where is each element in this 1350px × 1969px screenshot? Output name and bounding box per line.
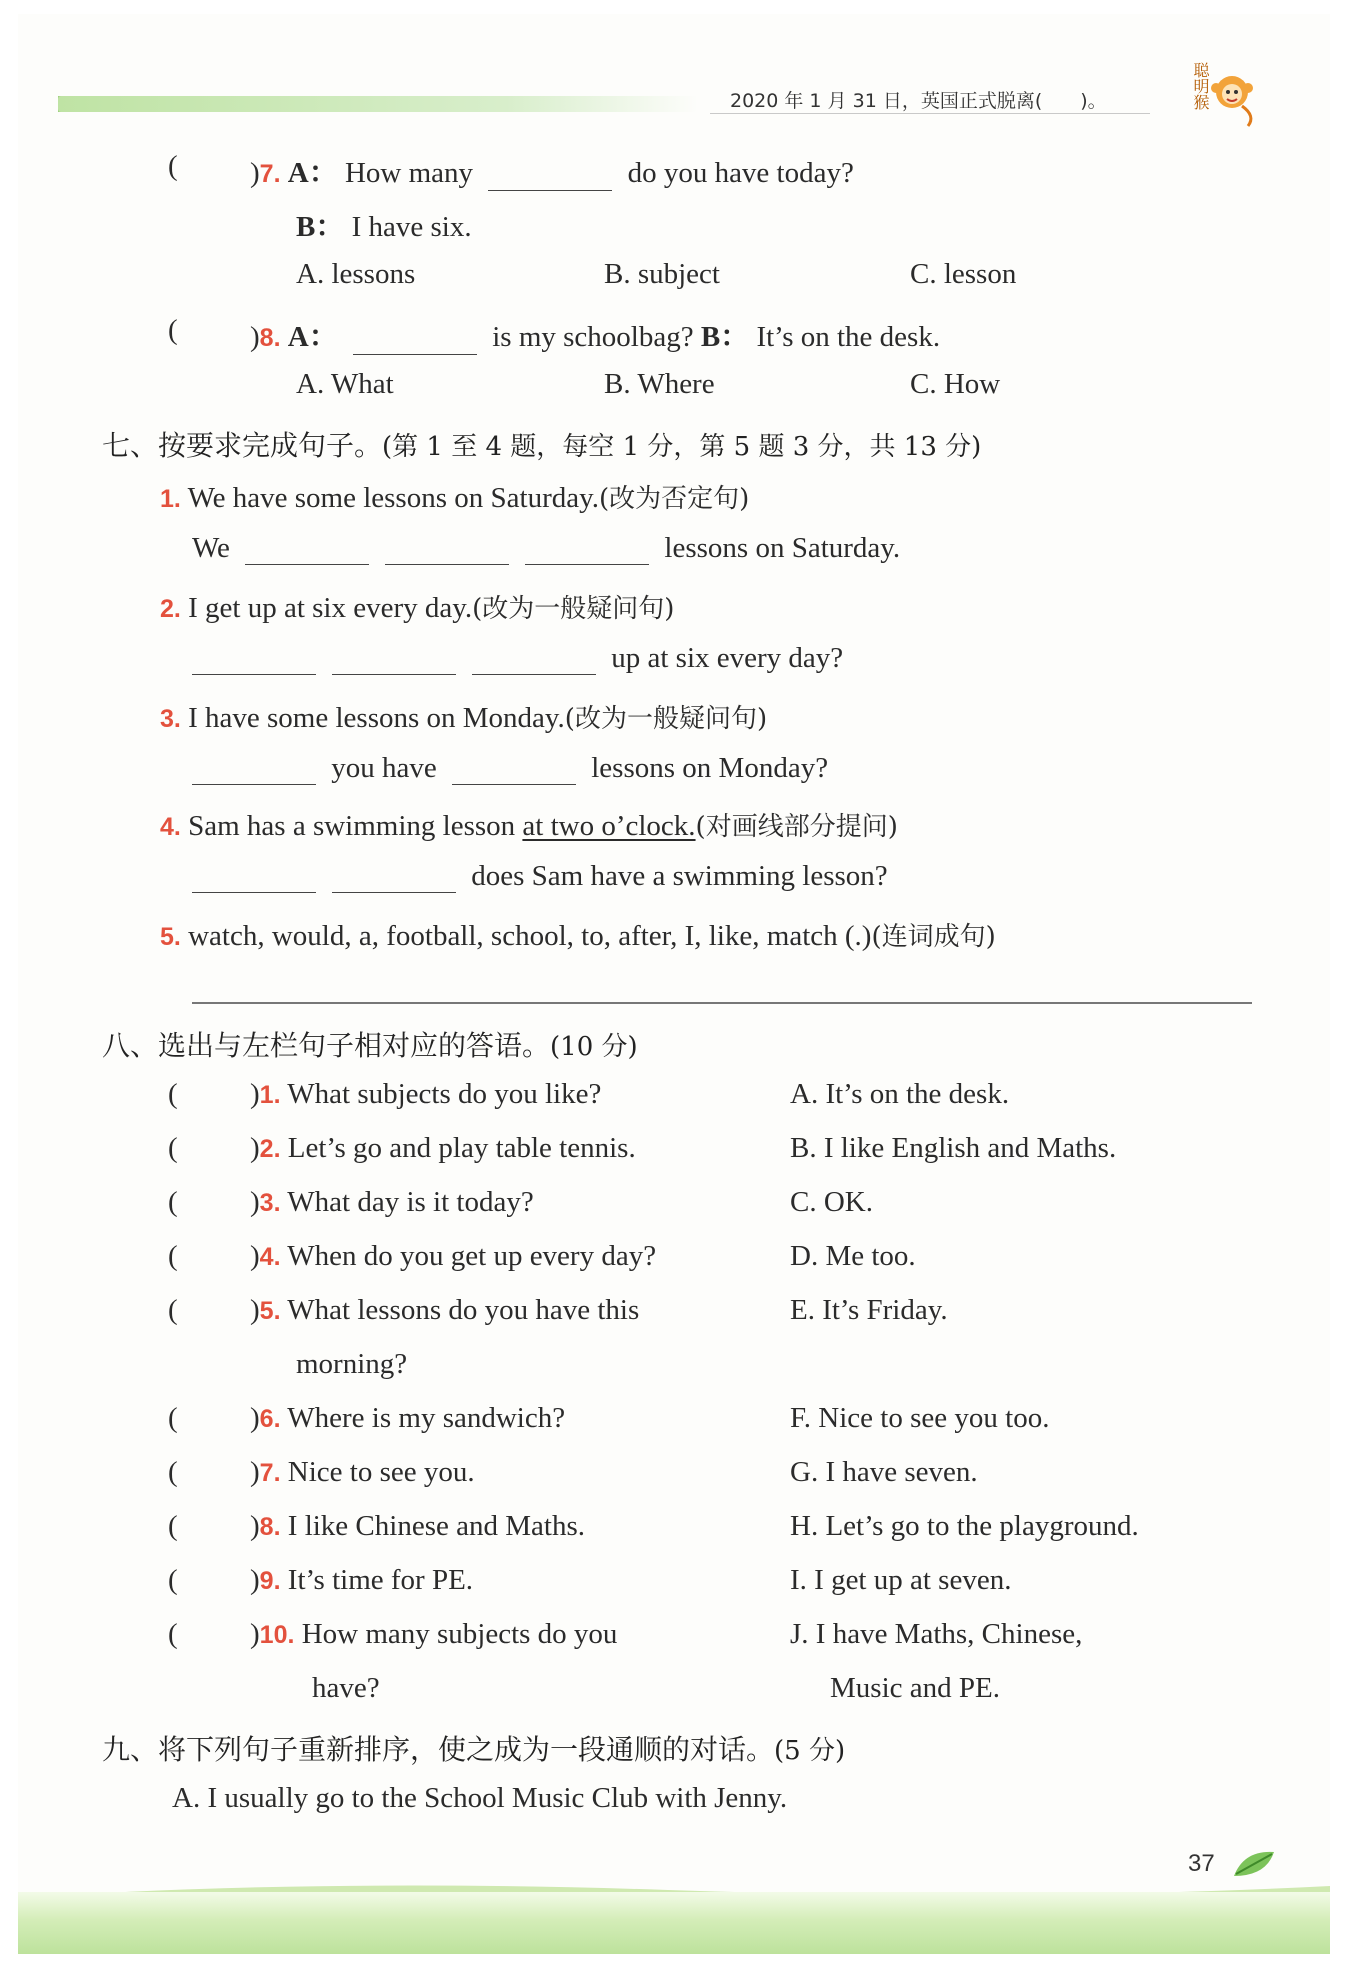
answer-paren-close: ): [250, 1456, 260, 1488]
task-row: [160, 916, 996, 953]
task-text: watch, would, a, football, school, to, after, I, like, match (.): [188, 920, 872, 952]
question-row: [250, 314, 940, 355]
match-right-item: J. I have Maths, Chinese,: [790, 1618, 1083, 1650]
task-hint: (对画线部分提问): [695, 812, 898, 842]
answer-paren-close: ): [250, 157, 260, 189]
answer-paren-close: ): [250, 1294, 260, 1326]
fill-blank[interactable]: [192, 756, 316, 785]
question-text: is my schoolbag?: [492, 321, 694, 353]
speaker-label: A：: [287, 157, 338, 189]
task-text: We have some lessons on Saturday.: [187, 482, 599, 514]
question-row: [250, 150, 854, 191]
question-number: 7.: [259, 160, 281, 188]
question-text: How many subjects do you: [301, 1618, 618, 1650]
match-right-item: I. I get up at seven.: [790, 1564, 1012, 1596]
match-left-item: [250, 1240, 656, 1273]
answer-mid: you have: [331, 752, 437, 784]
response-line: [296, 204, 472, 245]
leaf-icon: [1230, 1846, 1278, 1884]
answer-paren-open[interactable]: (: [168, 1294, 178, 1326]
task-row: [160, 588, 674, 625]
answer-paren-close: ): [250, 1078, 260, 1110]
question-text: How many: [344, 157, 474, 189]
question-number: 10.: [259, 1621, 295, 1649]
question-text: What lessons do you have this: [287, 1294, 640, 1326]
answer-paren-open[interactable]: (: [168, 1078, 178, 1110]
question-number: 6.: [259, 1405, 281, 1433]
match-left-item: [250, 1186, 534, 1219]
question-text: What subjects do you like?: [287, 1078, 602, 1110]
section-title: 七、按要求完成句子。: [102, 429, 383, 462]
answer-row: [184, 642, 843, 675]
answer-paren-open[interactable]: (: [168, 150, 178, 182]
answer-paren-close: ): [250, 1618, 260, 1650]
question-text: It’s time for PE.: [287, 1564, 474, 1596]
match-left-item: [250, 1078, 601, 1111]
section-points: (第 1 至 4 题，每空 1 分，第 5 题 3 分，共 13 分): [382, 432, 982, 462]
answer-suffix: does Sam have a swimming lesson?: [471, 860, 888, 892]
fill-blank[interactable]: [192, 864, 316, 893]
answer-paren-close: ): [250, 1132, 260, 1164]
question-text-continued: morning?: [296, 1348, 408, 1380]
fill-blank[interactable]: [488, 162, 612, 191]
option[interactable]: C. How: [910, 368, 1001, 400]
section-points: (10 分): [550, 1032, 638, 1062]
task-row: [160, 698, 767, 735]
match-right-item: C. OK.: [790, 1186, 873, 1218]
fill-blank[interactable]: [245, 536, 369, 565]
answer-paren-close: ): [250, 1186, 260, 1218]
fill-blank[interactable]: [385, 536, 509, 565]
section-title: 八、选出与左栏句子相对应的答语。: [102, 1029, 551, 1062]
match-left-item: [250, 1132, 636, 1165]
response-text: It’s on the desk.: [756, 321, 941, 353]
match-left-item: [250, 1564, 473, 1597]
answer-row: [184, 752, 828, 785]
task-row: [160, 806, 898, 843]
match-right-item: F. Nice to see you too.: [790, 1402, 1050, 1434]
fill-blank[interactable]: [192, 646, 316, 675]
fill-blank[interactable]: [472, 646, 596, 675]
task-hint: (改为否定句): [598, 484, 750, 514]
answer-paren-close: ): [250, 1564, 260, 1596]
match-left-item: [250, 1402, 565, 1435]
option[interactable]: C. lesson: [910, 258, 1017, 290]
question-number: 5.: [259, 1297, 281, 1325]
answer-paren-close: ): [250, 321, 260, 353]
header-rule: [710, 113, 1150, 114]
task-text: I have some lessons on Monday.: [188, 702, 565, 734]
question-number: 9.: [259, 1567, 281, 1595]
task-row: [160, 478, 749, 515]
match-left-item: [250, 1456, 475, 1489]
match-right-item: A. It’s on the desk.: [790, 1078, 1010, 1110]
match-right-item: G. I have seven.: [790, 1456, 978, 1488]
answer-paren-open[interactable]: (: [168, 314, 178, 346]
option[interactable]: A. lessons: [296, 258, 416, 290]
speaker-label: B：: [296, 211, 345, 243]
match-right-item-continued: Music and PE.: [830, 1672, 1000, 1704]
task-number: 1.: [160, 485, 181, 513]
header-date-note: 2020 年 1 月 31 日，英国正式脱离( )。: [730, 90, 1107, 112]
task-number: 2.: [160, 595, 181, 623]
dialogue-sentence: A. I usually go to the School Music Club with Jenny.: [172, 1782, 788, 1814]
question-number: 8.: [259, 324, 281, 352]
underlined-phrase: at two o’clock.: [522, 810, 696, 842]
match-right-item: H. Let’s go to the playground.: [790, 1510, 1139, 1542]
task-hint: (改为一般疑问句): [472, 594, 675, 624]
section-heading: [102, 1728, 845, 1768]
answer-paren-close: ): [250, 1240, 260, 1272]
question-text: Nice to see you.: [287, 1456, 475, 1488]
question-text-continued: have?: [312, 1672, 380, 1704]
answer-paren-open[interactable]: (: [168, 1132, 178, 1164]
question-number: 7.: [259, 1459, 281, 1487]
answer-suffix: lessons on Saturday.: [664, 532, 901, 564]
speaker-label: A：: [287, 321, 338, 353]
section-points: (5 分): [774, 1736, 846, 1766]
fill-blank[interactable]: [332, 864, 456, 893]
answer-row: [184, 860, 888, 893]
footer-band: [18, 1892, 1330, 1954]
header-decor-bar: [58, 96, 698, 112]
task-hint: (连词成句): [871, 922, 996, 952]
answer-paren-close: ): [250, 1510, 260, 1542]
answer-paren-open[interactable]: (: [168, 1618, 178, 1650]
section-heading: [102, 424, 981, 464]
question-text: do you have today?: [627, 157, 854, 189]
match-left-item: [250, 1510, 585, 1543]
fill-blank[interactable]: [452, 756, 576, 785]
answer-writing-line[interactable]: [192, 1002, 1252, 1004]
worksheet-page: [18, 14, 1330, 1954]
logo-text: 聪明猴: [1191, 62, 1210, 110]
task-text: Sam has a swimming lesson: [188, 810, 516, 842]
match-right-item: E. It’s Friday.: [790, 1294, 948, 1326]
fill-blank[interactable]: [525, 536, 649, 565]
question-number: 1.: [259, 1081, 281, 1109]
answer-paren-open[interactable]: (: [168, 1510, 178, 1542]
task-number: 5.: [160, 923, 181, 951]
leaf-decoration: [1230, 1846, 1278, 1889]
option[interactable]: A. What: [296, 368, 394, 400]
task-hint: (改为一般疑问句): [564, 704, 768, 734]
answer-row: [192, 532, 900, 565]
question-text: What day is it today?: [287, 1186, 534, 1218]
speaker-label: B：: [700, 321, 750, 353]
option[interactable]: B. subject: [604, 258, 720, 290]
answer-suffix: up at six every day?: [611, 642, 844, 674]
question-number: 4.: [259, 1243, 281, 1271]
question-number: 3.: [259, 1189, 281, 1217]
match-right-item: D. Me too.: [790, 1240, 916, 1272]
answer-suffix: lessons on Monday?: [591, 752, 829, 784]
answer-paren-open[interactable]: (: [168, 1402, 178, 1434]
section-heading: [102, 1024, 638, 1064]
option[interactable]: B. Where: [604, 368, 715, 400]
match-left-item: [250, 1294, 639, 1327]
question-number: 2.: [259, 1135, 281, 1163]
fill-blank[interactable]: [353, 326, 477, 355]
task-text: I get up at six every day.: [188, 592, 473, 624]
section-title: 九、将下列句子重新排序，使之成为一段通顺的对话。: [102, 1733, 775, 1766]
match-left-item: [250, 1618, 617, 1651]
answer-paren-open[interactable]: (: [168, 1186, 178, 1218]
task-number: 4.: [160, 813, 181, 841]
response-text: I have six.: [351, 211, 472, 243]
question-text: Where is my sandwich?: [287, 1402, 566, 1434]
task-number: 3.: [160, 705, 181, 733]
answer-prefix: We: [192, 532, 230, 564]
question-number: 8.: [259, 1513, 281, 1541]
question-text: Let’s go and play table tennis.: [287, 1132, 636, 1164]
page-number: 37: [1188, 1850, 1215, 1877]
match-right-item: B. I like English and Maths.: [790, 1132, 1117, 1164]
answer-paren-open[interactable]: (: [168, 1240, 178, 1272]
answer-paren-close: ): [250, 1402, 260, 1434]
question-text: I like Chinese and Maths.: [287, 1510, 585, 1542]
question-text: When do you get up every day?: [287, 1240, 657, 1272]
answer-paren-open[interactable]: (: [168, 1564, 178, 1596]
fill-blank[interactable]: [332, 646, 456, 675]
answer-paren-open[interactable]: (: [168, 1456, 178, 1488]
